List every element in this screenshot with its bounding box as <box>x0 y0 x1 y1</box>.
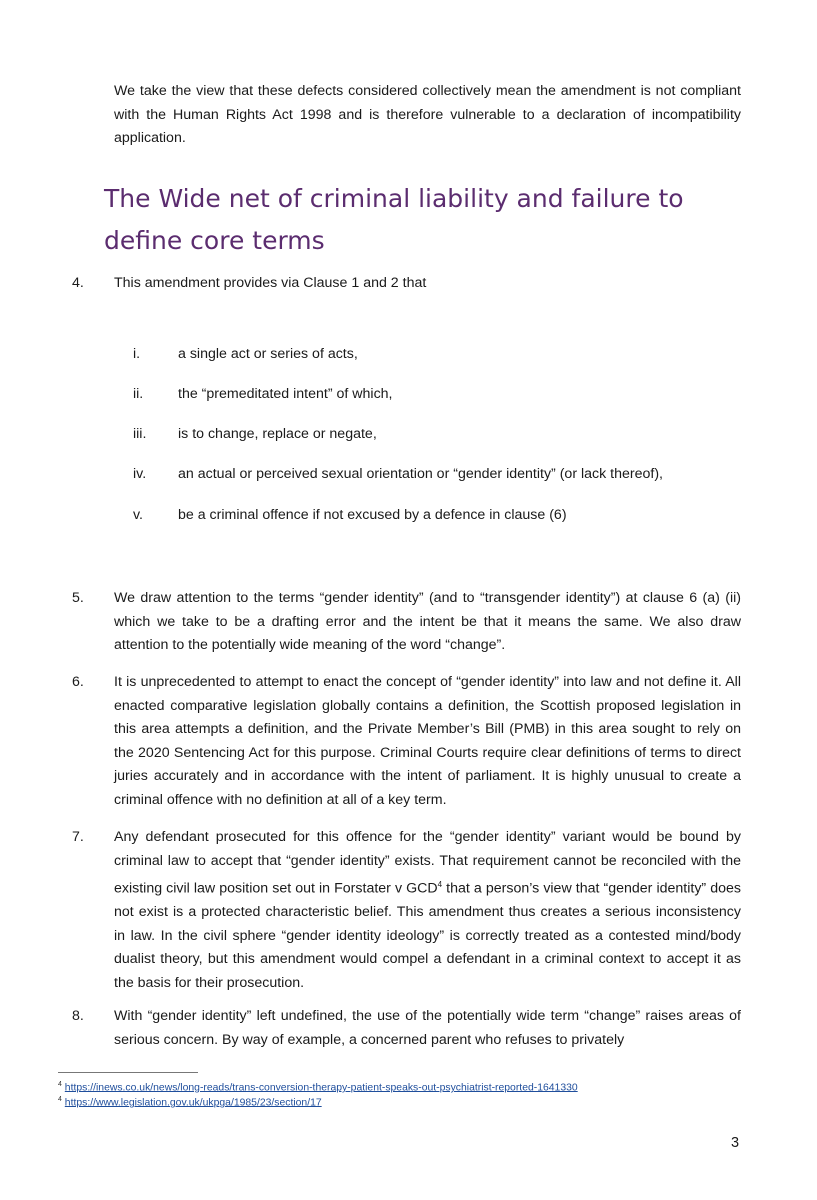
subitem-text: be a criminal offence if not excused by a defence in clause (6) <box>178 507 567 523</box>
subitem-numeral: ii. <box>133 386 144 402</box>
subitem-text: an actual or perceived sexual orientation or “gender identity” (or lack thereof), <box>178 466 663 482</box>
subitem-numeral: iv. <box>133 466 147 482</box>
footnote <box>58 1093 322 1110</box>
intro-paragraph: We take the view that these defects considered collectively mean the amendment is not compliant with the Human Rights Act 1998 and is therefore vulnerable to a declaration of incompatibility application. <box>114 83 741 146</box>
subitem-numeral: v. <box>133 507 143 523</box>
item-number: 6. <box>72 674 84 690</box>
item-text <box>114 826 741 995</box>
item-text: We draw attention to the terms “gender identity” (and to “transgender identity”) at clause 6 (a) (ii) which we take to be a drafting error and the intent be that it means the same. We also draw attention to the potentially wide meaning of the word “change”. <box>114 590 741 653</box>
section-heading <box>104 178 744 262</box>
item-text-part: Any defendant prosecuted for this offence for the “gender identity” variant would be bound by criminal law to accept that “gender identity” exists. That requirement cannot be reconciled with the existing civil law position set out in Forstater v GCD <box>114 829 741 897</box>
subitem-text: the “premeditated intent” of which, <box>178 386 393 402</box>
item-number: 5. <box>72 590 84 606</box>
footnote-divider <box>58 1072 198 1073</box>
footnote-link[interactable]: https://www.legislation.gov.uk/ukpga/1985/23/section/17 <box>64 1097 322 1109</box>
subitem-numeral: iii. <box>133 426 147 442</box>
subitem-text: is to change, replace or negate, <box>178 426 377 442</box>
footnote-link[interactable]: https://inews.co.uk/news/long-reads/trans-conversion-therapy-patient-speaks-out-psychiatrist-reported-1641330 <box>64 1082 578 1094</box>
item-number: 4. <box>72 275 84 291</box>
footnote-reference[interactable]: 4 <box>437 880 443 889</box>
footnote-mark: 4 <box>58 1081 62 1088</box>
item-text: With “gender identity” left undefined, the use of the potentially wide term “change” raises areas of serious concern. By way of example, a concerned parent who refuses to privately <box>114 1008 741 1048</box>
item-text: It is unprecedented to attempt to enact the concept of “gender identity” into law and not define it. All enacted comparative legislation globally contains a definition, the Scottish proposed legislation in this area attempts a definition, and the Private Member’s Bill (PMB) in this area sought to rely on the 2020 Sentencing Act for this purpose. Criminal Courts require clear definitions of terms to direct juries accurately and in accordance with the intent of parliament. It is highly unusual to create a criminal offence with no definition at all of a key term. <box>114 674 741 808</box>
item-number: 7. <box>72 829 84 845</box>
item-text-part: that a person’s view that “gender identity” does not exist is a protected characteristic belief. This amendment thus creates a serious inconsistency in law. In the civil sphere “gender identity ideology” is correctly treated as a contested mind/body dualist theory, but this amendment would compel a defendant in a criminal context to accept it as the basis for their prosecution. <box>114 880 741 991</box>
page-number: 3 <box>731 1135 740 1151</box>
subitem-numeral: i. <box>133 346 141 362</box>
item-text: This amendment provides via Clause 1 and 2 that <box>114 275 427 291</box>
item-number: 8. <box>72 1008 84 1024</box>
section-heading-line-1: The Wide net of criminal liability and failure to <box>104 184 684 213</box>
section-heading-line-2: define core terms <box>104 226 325 255</box>
footnote-mark: 4 <box>58 1096 62 1103</box>
subitem-text: a single act or series of acts, <box>178 346 358 362</box>
